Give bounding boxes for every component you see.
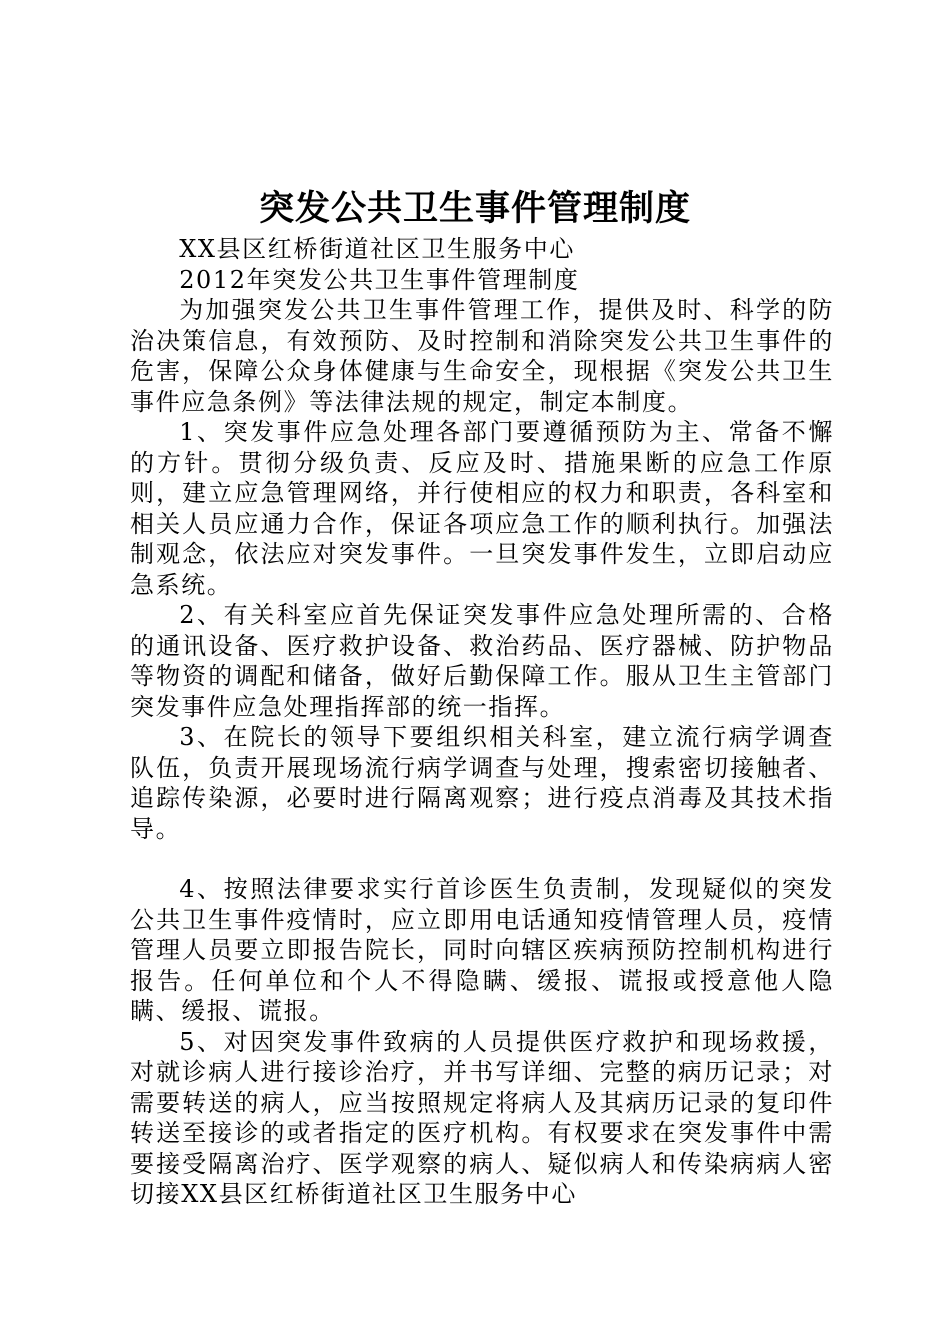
- subtitle-line: 2012年突发公共卫生事件管理制度: [179, 265, 580, 294]
- clause-5-paragraph: 5、对因突发事件致病的人员提供医疗救护和现场救援，对就诊病人进行接诊治疗，并书写详细、完整的病历记录；对需要转送的病人，应当按照规定将病人及其病历记录的复印件转送至接诊的或者指定的医疗机构。有权要求在突发事件中需要接受隔离治疗、医学观察的病人、疑似病人和传染病病人密切接XX县区红桥街道社区卫生服务中心: [130, 1027, 834, 1208]
- document-title: 突发公共卫生事件管理制度: [258, 189, 691, 229]
- document-body: [130, 234, 834, 1210]
- clause-1-paragraph: 1、突发事件应急处理各部门要遵循预防为主、常备不懈的方针。贯彻分级负责、反应及时、措施果断的应急工作原则，建立应急管理网络，并行使相应的权力和职责，各科室和相关人员应通力合作，保证各项应急工作的顺利执行。加强法制观念，依法应对突发事件。一旦突发事件发生，立即启动应急系统。: [130, 418, 834, 599]
- clause-4-paragraph: 4、按照法律要求实行首诊医生负责制，发现疑似的突发公共卫生事件疫情时，应立即用电话通知疫情管理人员，疫情管理人员要立即报告院长，同时向辖区疾病预防控制机构进行报告。任何单位和个人不得隐瞒、缓报、谎报或授意他人隐瞒、缓报、谎报。: [130, 875, 834, 1025]
- clause-3-paragraph: 3、在院长的领导下要组织相关科室，建立流行病学调查队伍，负责开展现场流行病学调查与处理，搜索密切接触者、追踪传染源，必要时进行隔离观察；进行疫点消毒及其技术指导。: [130, 723, 834, 843]
- org-name-line: XX县区红桥街道社区卫生服务中心: [179, 235, 575, 263]
- intro-paragraph: 为加强突发公共卫生事件管理工作，提供及时、科学的防治决策信息，有效预防、及时控制和消除突发公共卫生事件的危害，保障公众身体健康与生命安全，现根据《突发公共卫生事件应急条例》等法律法规的规定，制定本制度。: [130, 296, 834, 416]
- clause-2-paragraph: 2、有关科室应首先保证突发事件应急处理所需的、合格的通讯设备、医疗救护设备、救治药品、医疗器械、防护物品等物资的调配和储备，做好后勤保障工作。服从卫生主管部门突发事件应急处理指挥部的统一指挥。: [130, 601, 834, 721]
